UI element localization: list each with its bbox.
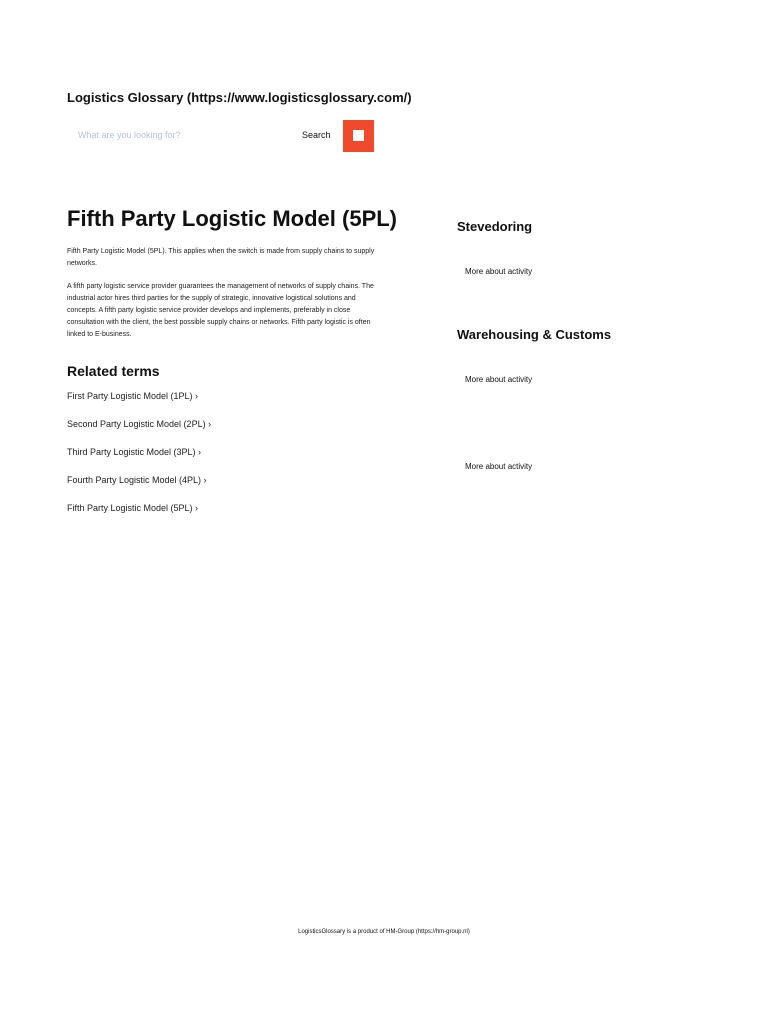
search-label[interactable]: Search [302,130,331,140]
related-term-link[interactable]: First Party Logistic Model (1PL) › [67,391,199,401]
more-about-activity-link[interactable]: More about activity [465,267,533,276]
sidebar-heading-stevedoring: Stevedoring [457,219,533,234]
search-button[interactable] [343,120,374,152]
sidebar-heading-warehousing-customs: Warehousing & Customs [457,327,612,342]
related-term-3pl[interactable] [67,447,211,475]
related-term-link[interactable]: Third Party Logistic Model (3PL) › [67,447,202,457]
more-about-activity-link[interactable]: More about activity [465,375,533,384]
related-term-5pl[interactable] [67,503,211,531]
search-input[interactable] [66,122,298,148]
footer-credit: LogisticsGlossary is a product of HM-Group (https://hm-group.nl) [298,929,470,935]
related-term-link[interactable]: Second Party Logistic Model (2PL) › [67,419,212,429]
site-title[interactable]: Logistics Glossary (https://www.logisticsglossary.com/) [67,90,412,105]
square-icon [353,130,364,141]
related-terms-heading: Related terms [67,363,160,379]
related-term-1pl[interactable] [67,391,211,419]
page-title: Fifth Party Logistic Model (5PL) [67,206,398,231]
article-paragraph: A fifth party logistic service provider guarantees the management of networks of supply chains. The industrial actor hires third parties for the supply of strategic, innovative logistical solutions and concepts. A fifth party logistic service provider develops and implements, preferably in close consultation with the client, the best possible supply chains or networks. Fifth party logistic is often linked to E-business. [67,283,374,338]
related-term-4pl[interactable] [67,475,211,503]
related-term-link[interactable]: Fifth Party Logistic Model (5PL) › [67,503,199,513]
related-term-link[interactable]: Fourth Party Logistic Model (4PL) › [67,475,207,485]
more-about-activity-link[interactable]: More about activity [465,462,533,471]
article-paragraph: Fifth Party Logistic Model (5PL). This applies when the switch is made from supply chains to supply networks. [67,248,375,267]
related-terms-list [67,391,211,531]
related-term-2pl[interactable] [67,419,211,447]
